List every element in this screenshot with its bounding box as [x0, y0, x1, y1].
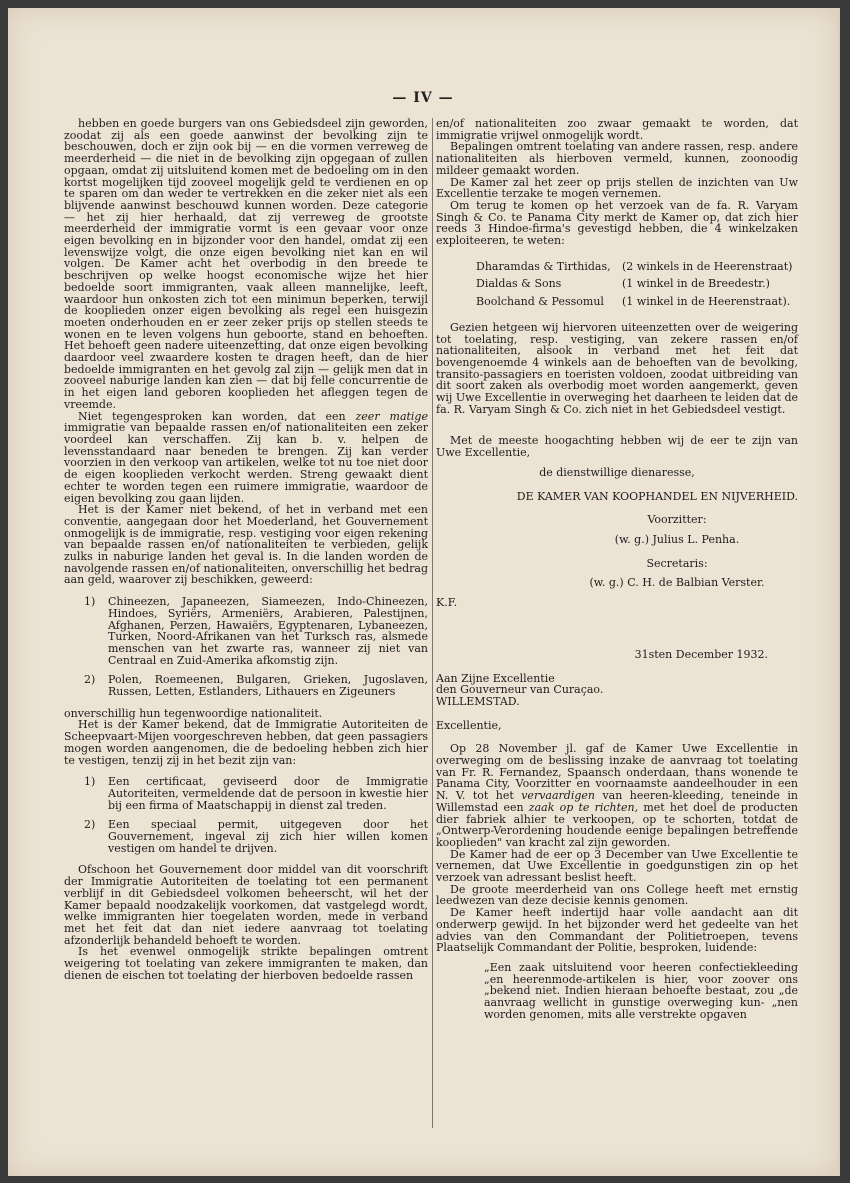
addressee-line-3: WILLEMSTAD.	[436, 694, 520, 708]
chair-signature: (w. g.) Julius L. Penha.	[614, 532, 740, 546]
typist-initials: K.F.	[436, 596, 458, 610]
left-paragraph-1: hebben en goede burgers van ons Gebiedsdeel zijn geworden, zoodat zij als een goede aanwinst der bevolking zijn te beschouwen, doch er zijn ook bij — en die vormen verreweg de meerderheid — die niet in de bevolking zijn opgegaan of zullen opgaan, omdat zij uitsluitend komen met de bedoeling om in den kortst mogelijken tijd zooveel mogelijk geld te verdienen en op te sparen om dan weder te vertrekken en die zeker niet als een blijvende aanwinst beschouwd kunnen worden. Deze categorie — het zij hier herhaald, dat zij verreweg de grootste meerderheid der immigratie vormt is een gevaar voor onze eigen bevolking en in bijzonder voor den handel, omdat zij een levenswijze volgt, die onze eigen bevolking niet kan en wil volgen. De Kamer acht het overbodig in den breede te beschrijven op welke hoogst economische wijze het hier bedoelde soort immigranten, vaak alleen mannelijke, leeft, waardoor hun onkosten zich tot een minimun beperken, terwijl de kooplieden onzer eigen bevolking als regel een huisgezin moeten onderhouden en er zeer zeker prijs op stellen steeds te wonen en te leven volgens hun geboorte, stand en behoeften. Het behoeft geen nadere uiteenzetting, dat onze eigen bevolking daardoor veel zwaardere kosten te dragen heeft, dan de hier bedoelde immigranten en het gevolg zal zijn — gelijk men dat in zooveel naburige landen kan zien — dat bij felle concurrentie de in het eigen land geboren kooplieden het afleggen tegen de vreemde.	[64, 117, 428, 411]
right-paragraph-6-start: Op 28 November jl. gaf de Kamer Uwe Excellentie in overweging om de beslissing inzake de aanvraag tot toelating van Fr. R. Fernandez, Spaansch onderdaan, thans wonende te Panama City, Voorzitter en voornaamste aandeelhouder in een N. V. tot het	[436, 742, 798, 803]
list-item	[64, 776, 428, 811]
left-paragraph-7: Is het evenwel onmogelijk strikte bepalingen omtrent weigering tot toelating van zekere immigranten te maken, dan dienen de eischen tot toelating der hierboven bedoelde rassen	[64, 945, 428, 982]
right-column	[436, 118, 798, 1020]
firm-name: Dharamdas & Tirthidas,	[476, 259, 611, 273]
list-item-number: 2)	[84, 673, 96, 687]
right-paragraph-2: Bepalingen omtrent toelating van andere rassen, resp. andere nationaliteiten als hierboven vermeld, kunnen, zoonoodig mildeer gemaakt worden.	[436, 140, 798, 177]
list-item-text: Een speciaal permit, uitgegeven door het Gouvernement, ingeval zij zich hier willen komen vestigen om handel te drijven.	[108, 818, 428, 855]
right-paragraph-6-emphasis-1: vervaardigen	[521, 789, 595, 803]
firm-name: Dialdas & Sons	[476, 277, 562, 291]
list-item	[64, 674, 428, 697]
page-number: — IV —	[392, 90, 454, 106]
left-paragraph-2	[64, 411, 428, 505]
list-item-number: 1)	[84, 775, 96, 789]
left-paragraph-2-emphasis: zeer matige	[355, 409, 428, 423]
column-divider	[432, 118, 433, 1128]
left-paragraph-4: onverschillig hun tegenwoordige nationaliteit.	[64, 706, 323, 720]
list-item	[64, 819, 428, 854]
secretary-signature: (w. g.) C. H. de Balbian Verster.	[589, 576, 765, 590]
addressee-line-1: Aan Zijne Excellentie	[436, 671, 555, 685]
list-item-text: Chineezen, Japaneezen, Siameezen, Indo-Chineezen, Hindoes, Syriërs, Armeniërs, Arabieren, Palestijnen, Afghanen, Perzen, Hawaiërs, Egyptenaren, Lybaneezen, Turken, Noord-Afrikanen van het Turksch ras, alsmede menschen van het zwarte ras, wanneer zij niet van Centraal en Zuid-Amerika afkomstig zijn.	[108, 595, 428, 667]
organization-name: DE KAMER VAN KOOPHANDEL EN NIJVERHEID.	[516, 489, 798, 503]
right-paragraph-5: Gezien hetgeen wij hiervoren uiteenzetten over de weigering tot toelating, resp. vestiging, van zekere rassen en/of nationaliteiten, alsook in verband met het feit dat bovengenoemde 4 winkels aan de behoeften van de bevolking, transito-passagiers en toeristen voldoen, zoodat uitbreiding van dit soort zaken als overbodig moet worden aangemerkt, geven wij Uwe Excellentie in overweging het daarheen te leiden dat de fa. R. Varyam Singh & Co. zich niet in het Gebiedsdeel vestigt.	[436, 320, 798, 416]
document-page	[8, 8, 840, 1176]
left-column	[64, 118, 428, 982]
right-paragraph-1: en/of nationaliteiten zoo zwaar gemaakt te worden, dat immigratie vrijwel onmogelijk wordt.	[436, 117, 798, 142]
salutation: Excellentie,	[436, 718, 502, 732]
closing-servant: de dienstwillige dienaresse,	[539, 465, 695, 479]
right-paragraph-6-middle: van heeren-kleeding, teneinde in Willemstad een	[436, 789, 798, 814]
secretary-title: Secretaris:	[646, 556, 708, 570]
left-paragraph-3: Het is der Kamer niet bekend, of het in verband met een conventie, aangegaan door het Moederland, het Gouvernement onmogelijk is de immigratie, resp. vestiging voor eigen rekening van bepaalde rassen en/of nationaliteiten te verbieden, gelijk zulks in naburige landen het geval is. In die landen worden de navolgende rassen en/of nationaliteiten, onverschillig het bedrag aan geld, waarover zij beschikken, geweerd:	[64, 503, 428, 587]
right-paragraph-6-end: met het doel de producten dier fabriek alhier te verkoopen, op te schorten, totdat de „Ontwerp-Verordening houdende eenige bepalingen betreffende kooplieden" van kracht zal zijn geworden.	[436, 800, 798, 849]
excluded-nationalities-list	[64, 596, 428, 698]
right-paragraph-8: De groote meerderheid van ons College heeft met ernstig leedwezen van deze decisie kennis genomen.	[436, 882, 798, 908]
requirements-list	[64, 776, 428, 854]
right-paragraph-3: De Kamer zal het zeer op prijs stellen de inzichten van Uw Excellentie terzake te mogen vernemen.	[436, 175, 798, 201]
right-paragraph-7: De Kamer had de eer op 3 December van Uwe Excellentie te vernemen, dat Uwe Excellentie in goedgunstigen zin op het verzoek van adressant beslist heeft.	[436, 847, 798, 885]
closing-formula: Met de meeste hoogachting hebben wij de eer te zijn van Uwe Excellentie,	[436, 434, 798, 460]
right-paragraph-6-emphasis-2: zaak op te richten,	[528, 800, 639, 814]
firm-entry	[476, 261, 798, 273]
list-item-number: 2)	[84, 818, 96, 832]
firm-entry	[476, 278, 798, 290]
left-paragraph-2-end: immigratie van bepaalde rassen en/of nationaliteiten een zeker voordeel kan verschaffen. Zij kan b. v. helpen de levensstandaard naar beneden te brengen. Zij kan verder voorzien in den verkoop van artikelen, welke tot nu toe niet door de eigen kooplieden verkocht werden. Streng gewaakt dient echter te worden tegen een ruimere immigratie, waardoor de eigen bevolking zou gaan lijden.	[64, 421, 428, 505]
addressee-line-2: den Gouverneur van Curaçao.	[436, 683, 604, 697]
letter-date: 31sten December 1932.	[634, 647, 768, 661]
list-item-number: 1)	[84, 595, 96, 609]
firm-entry	[476, 296, 798, 308]
list-item	[64, 596, 428, 666]
firm-name: Boolchand & Pessomul	[476, 295, 604, 309]
left-paragraph-2-start: Niet tegengesproken kan worden, dat een	[78, 409, 356, 423]
right-paragraph-9: De Kamer heeft indertijd haar volle aandacht aan dit onderwerp gewijd. In het bijzonder werd het gedeelte van het advies van den Commandant der Politietroepen, tevens Plaatselijk Commandant der Politie, besproken, luidende:	[436, 906, 798, 955]
right-paragraph-4: Om terug te komen op het verzoek van de fa. R. Varyam Singh & Co. te Panama City merkt de Kamer op, dat zich hier reeds 3 Hindoe-firma's gevestigd hebben, die 4 winkelzaken exploiteeren, te weten:	[436, 198, 798, 248]
list-item-text: Een certificaat, geviseerd door de Immigratie Autoriteiten, vermeldende dat de persoon in kwestie hier bij een firma of Maatschappij in dienst zal treden.	[108, 775, 428, 812]
list-item-text: Polen, Roemeenen, Bulgaren, Grieken, Jugoslaven, Russen, Letten, Estlanders, Lithauers en Zigeuners	[108, 673, 428, 699]
left-paragraph-6: Ofschoon het Gouvernement door middel van dit voorschrift der Immigratie Autoriteiten de toelating tot een permanent verblijf in dit Gebiedsdeel volkomen beheerscht, wil het der Kamer bepaald noodzakelijk voorkomen, dat vastgelegd wordt, welke immigranten hier toegelaten worden, mede in verband met het feit dat dan niet iedere aanvraag tot toelating afzonderlijk behandeld behoeft te worden.	[64, 863, 428, 947]
left-paragraph-5: Het is der Kamer bekend, dat de Immigratie Autoriteiten de Scheepvaart-Mijen voorgeschreven hebben, dat geen passagiers mogen worden aangenomen, die de bedoeling hebben zich hier te vestigen, tenzij zij in het bezit zijn van:	[64, 718, 428, 767]
firm-detail: (1 winkel in de Heerenstraat).	[622, 295, 791, 309]
chair-title: Voorzitter:	[647, 513, 707, 527]
quoted-advice: „Een zaak uitsluitend voor heeren confectiekleeding „en heerenmode-artikelen is hier, voor zoover ons „bekend niet. Indien hieraan behoefte bestaat, zou „de aanvraag wellicht in gunstige overweging kun- „nen worden genomen, mits alle verstrekte opgaven	[484, 960, 798, 1021]
firm-detail: (2 winkels in de Heerenstraat)	[622, 259, 793, 273]
right-paragraph-6	[436, 743, 798, 848]
firm-detail: (1 winkel in de Breedestr.)	[622, 277, 770, 291]
